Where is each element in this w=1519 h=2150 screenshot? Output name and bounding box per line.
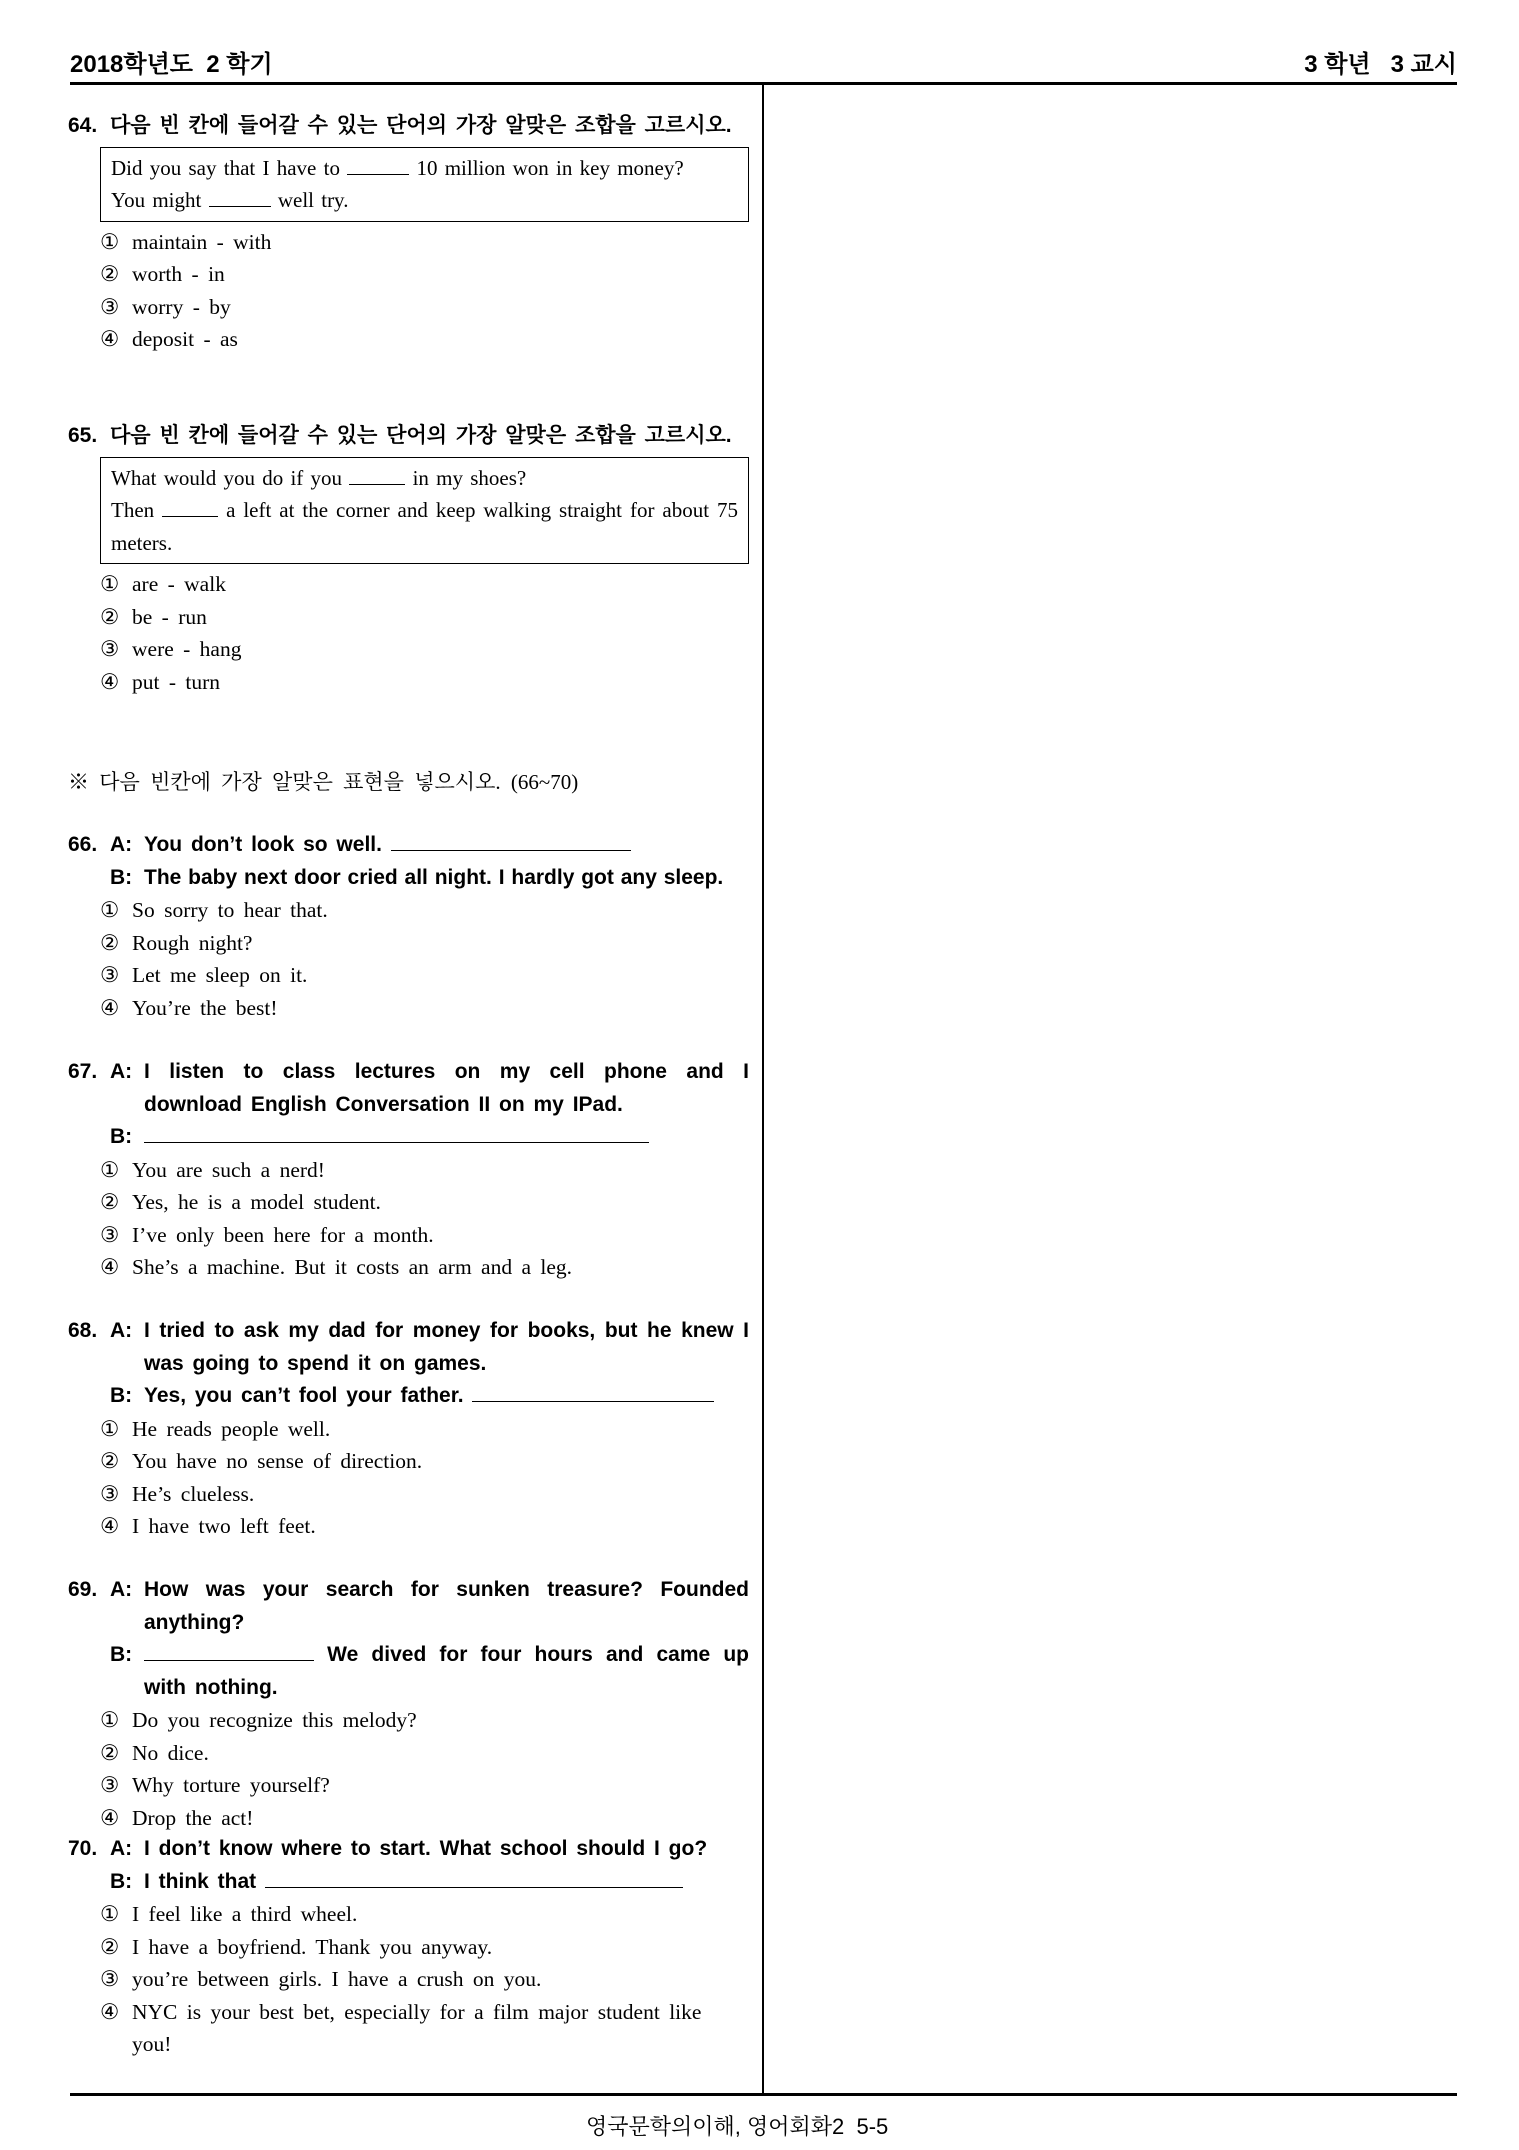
speaker-b: B: (110, 865, 133, 889)
question-68 (68, 1315, 749, 1543)
answer-option-2[interactable] (68, 601, 749, 634)
answer-blank (144, 1641, 314, 1661)
question-number: 66. (68, 833, 98, 856)
question-67 (68, 1056, 749, 1284)
option-text: you’re between girls. I have a crush on you. (132, 1967, 542, 1991)
box-text: well try. (277, 188, 349, 212)
options (68, 568, 749, 698)
options (68, 1898, 749, 2061)
speaker-b: B: (110, 1643, 133, 1666)
question-69 (68, 1574, 749, 1834)
option-marker: ③ (100, 294, 120, 319)
question-prompt: 다음 빈 칸에 들어갈 수 있는 단어의 가장 알맞은 조합을 고르시오. (110, 114, 732, 137)
option-text: He reads people well. (132, 1416, 331, 1441)
answer-option-3[interactable] (68, 291, 749, 324)
option-marker: ② (100, 604, 120, 629)
question-box (100, 147, 749, 222)
option-marker: ③ (100, 637, 120, 661)
header-grade-period: 3 학년 3 교시 (1304, 51, 1457, 78)
option-text: Why torture yourself? (132, 1773, 330, 1797)
options (68, 894, 749, 1024)
option-marker: ① (100, 229, 120, 254)
box-text: What would you do if you (111, 465, 343, 490)
option-text: I feel like a third wheel. (132, 1902, 358, 1926)
option-text: No dice. (132, 1740, 209, 1765)
answer-blank (265, 1868, 683, 1888)
option-text: I have two left feet. (132, 1514, 316, 1538)
option-text: put - turn (132, 669, 221, 694)
option-text: deposit - as (132, 327, 238, 351)
footer-text: 영국문학의이해, 영어회화2 5-5 (586, 2114, 889, 2139)
speaker-a: A: (110, 1060, 133, 1083)
answer-option-3[interactable] (68, 959, 749, 992)
answer-option-4[interactable] (68, 323, 749, 356)
option-marker: ③ (100, 1967, 120, 1991)
answer-blank (144, 1123, 649, 1143)
option-marker: ③ (100, 1481, 120, 1506)
question-number: 64. (68, 114, 98, 137)
answer-option-1[interactable] (68, 1154, 749, 1187)
option-text: I have a boyfriend. Thank you anyway. (132, 1934, 493, 1959)
answer-option-4[interactable] (68, 992, 749, 1025)
question-number: 68. (68, 1319, 98, 1342)
speaker-a: A: (110, 1319, 133, 1342)
speaker-b: B: (110, 1125, 133, 1148)
option-text: were - hang (132, 637, 242, 661)
option-marker: ④ (100, 1999, 120, 2024)
question-70 (68, 1833, 749, 2061)
answer-option-3[interactable] (68, 1963, 749, 1996)
option-text: Rough night? (132, 930, 253, 955)
answer-blank (472, 1382, 714, 1402)
answer-option-2[interactable] (68, 1186, 749, 1219)
line-a: How was your search for sunken treasure? Founded anything? (144, 1578, 749, 1634)
option-marker: ① (100, 1708, 120, 1732)
question-66 (68, 829, 749, 1024)
option-marker: ④ (100, 669, 120, 694)
option-text: He’s clueless. (132, 1481, 255, 1506)
option-marker: ② (100, 930, 120, 955)
option-text: be - run (132, 604, 207, 629)
answer-option-2[interactable] (68, 258, 749, 291)
answer-option-1[interactable] (68, 894, 749, 927)
options (68, 226, 749, 356)
line-b: I think that (144, 1869, 257, 1893)
option-text: worry - by (132, 294, 231, 319)
option-text: Let me sleep on it. (132, 963, 308, 987)
question-box (100, 457, 749, 565)
option-text: So sorry to hear that. (132, 898, 328, 922)
answer-blank (162, 497, 218, 517)
option-text: Do you recognize this melody? (132, 1708, 417, 1732)
line-a: I listen to class lectures on my cell phone and I download English Conversation II on my IPad. (144, 1060, 749, 1116)
answer-blank (391, 831, 631, 851)
option-marker: ④ (100, 1255, 120, 1279)
question-number: 65. (68, 424, 98, 447)
speaker-b: B: (110, 1384, 133, 1407)
answer-option-3[interactable] (68, 633, 749, 666)
option-marker: ② (100, 1934, 120, 1959)
options (68, 1413, 749, 1543)
option-marker: ④ (100, 1805, 120, 1830)
option-marker: ② (100, 1190, 120, 1214)
option-marker: ② (100, 1449, 120, 1473)
line-a: I don’t know where to start. What school should I go? (144, 1837, 708, 1860)
header-semester: 2018학년도 2 학기 (70, 51, 273, 78)
speaker-a: A: (110, 1578, 133, 1601)
answer-option-3[interactable] (68, 1478, 749, 1511)
line-b: We dived for four hours and came up with nothing. (144, 1643, 749, 1699)
option-text: You are such a nerd! (132, 1157, 325, 1182)
answer-option-4[interactable] (68, 1510, 749, 1543)
answer-option-2[interactable] (68, 927, 749, 960)
answer-option-2[interactable] (68, 1737, 749, 1770)
question-64 (68, 110, 749, 356)
answer-option-1[interactable] (68, 568, 749, 601)
answer-option-4[interactable] (68, 666, 749, 699)
answer-blank (347, 155, 409, 175)
answer-option-1[interactable] (68, 1898, 749, 1931)
answer-option-1[interactable] (68, 1413, 749, 1446)
answer-option-4[interactable] (68, 1802, 749, 1835)
option-marker: ④ (100, 1514, 120, 1538)
line-a: I tried to ask my dad for money for books, but he knew I was going to spend it on games. (144, 1319, 749, 1375)
question-number: 70. (68, 1837, 98, 1860)
box-text: Did you say that I have to (111, 155, 340, 180)
line-b: The baby next door cried all night. I hardly got any sleep. (144, 865, 724, 889)
option-marker: ③ (100, 1773, 120, 1797)
box-text: a left at the corner and keep walking straight for about 75 meters. (111, 498, 738, 555)
answer-option-1[interactable] (68, 226, 749, 259)
option-marker: ① (100, 572, 120, 596)
column-divider (762, 84, 764, 2095)
option-marker: ① (100, 898, 120, 922)
option-marker: ③ (100, 1222, 120, 1247)
answer-option-4[interactable] (68, 1251, 749, 1284)
line-b: Yes, you can’t fool your father. (144, 1384, 464, 1407)
option-text: She’s a machine. But it costs an arm and a leg. (132, 1255, 573, 1279)
option-text: maintain - with (132, 229, 272, 254)
answer-option-3[interactable] (68, 1219, 749, 1252)
options (68, 1154, 749, 1284)
question-65 (68, 420, 749, 698)
section-instruction: ※ 다음 빈칸에 가장 알맞은 표현을 넣으시오. (66~70) (68, 770, 579, 794)
answer-option-4[interactable] (68, 1996, 749, 2061)
speaker-a: A: (110, 1837, 133, 1860)
option-text: I’ve only been here for a month. (132, 1222, 434, 1247)
option-marker: ① (100, 1902, 120, 1926)
option-marker: ① (100, 1157, 120, 1182)
option-marker: ② (100, 1740, 120, 1765)
answer-blank (209, 187, 271, 207)
answer-option-2[interactable] (68, 1931, 749, 1964)
option-text: Yes, he is a model student. (132, 1190, 381, 1214)
answer-blank (349, 465, 405, 485)
box-text: 10 million won in key money? (416, 155, 684, 180)
option-marker: ① (100, 1416, 120, 1441)
option-text: NYC is your best bet, especially for a film major student like you! (132, 1999, 702, 2056)
box-text: Then (111, 498, 155, 522)
answer-option-3[interactable] (68, 1769, 749, 1802)
speaker-b: B: (110, 1869, 133, 1893)
option-text: are - walk (132, 572, 226, 596)
option-marker: ④ (100, 995, 120, 1020)
question-number: 67. (68, 1060, 98, 1083)
option-marker: ④ (100, 327, 120, 351)
answer-option-1[interactable] (68, 1704, 749, 1737)
option-marker: ② (100, 262, 120, 286)
speaker-a: A: (110, 833, 133, 856)
question-prompt: 다음 빈 칸에 들어갈 수 있는 단어의 가장 알맞은 조합을 고르시오. (110, 424, 732, 447)
line-a: You don’t look so well. (144, 833, 382, 856)
box-text: in my shoes? (412, 465, 527, 490)
box-text: You might (111, 188, 202, 212)
option-text: You’re the best! (132, 995, 278, 1020)
option-text: You have no sense of direction. (132, 1449, 423, 1473)
options (68, 1704, 749, 1834)
answer-option-2[interactable] (68, 1445, 749, 1478)
option-marker: ③ (100, 963, 120, 987)
option-text: Drop the act! (132, 1805, 254, 1830)
question-number: 69. (68, 1578, 98, 1601)
option-text: worth - in (132, 262, 225, 286)
footer-rule (70, 2093, 1457, 2096)
